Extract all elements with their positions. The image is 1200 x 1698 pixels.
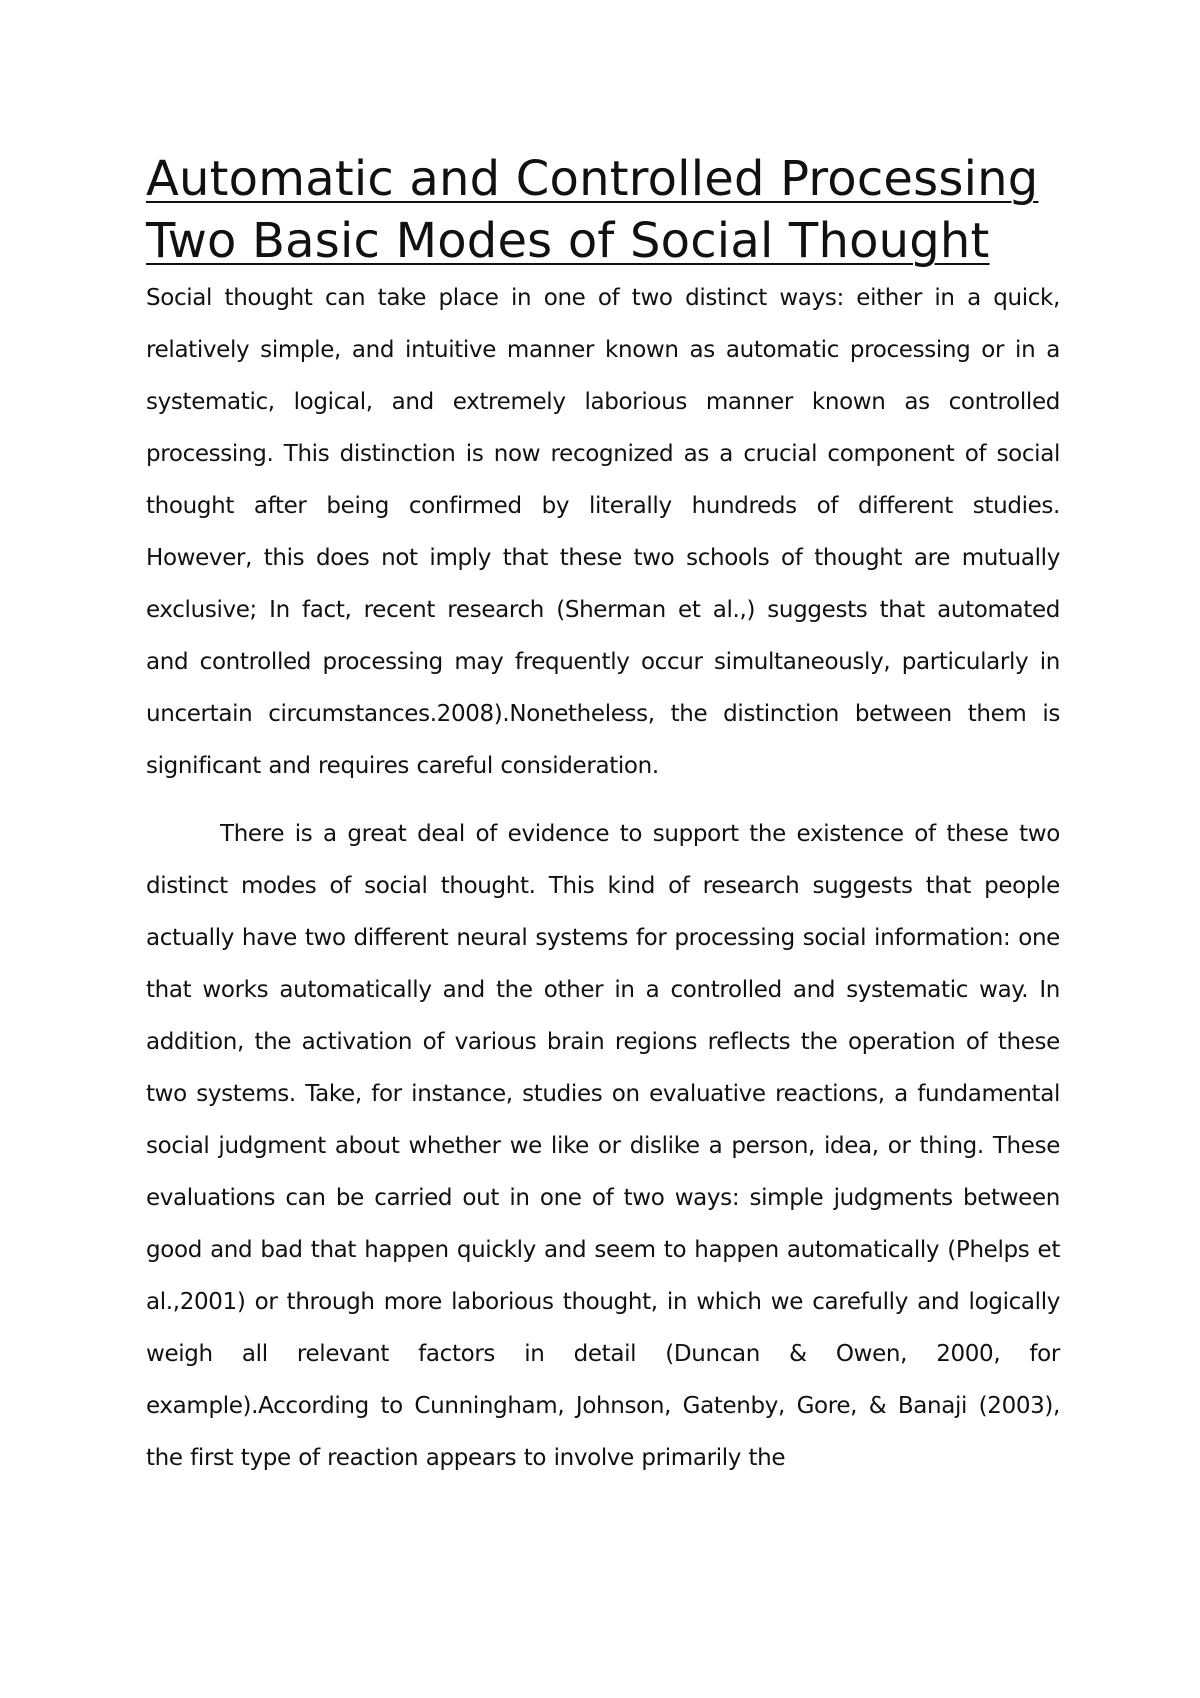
body-paragraph-1: Social thought can take place in one of two distinct ways: either in a quick, relatively simple, and intuitive manner known as automatic processing or in a systematic, logical, and extremely laborious manner known as controlled processing. This distinction is now recognized as a crucial component of social thought after being confirmed by literally hundreds of different studies. However, this does not imply that these two schools of thought are mutually exclusive; In fact, recent research (Sherman et al.,) suggests that automated and controlled processing may frequently occur simultaneously, particularly in uncertain circumstances.2008).Nonetheless, the distinction between them is significant and requires careful consideration. xyxy=(146,285,1060,779)
body-paragraph-2: There is a great deal of evidence to support the existence of these two distinct modes of social thought. This kind of research suggests that people actually have two different neural systems for processing social information: one that works automatically and the other in a controlled and systematic way. In addition, the activation of various brain regions reflects the operation of these two systems. Take, for instance, studies on evaluative reactions, a fundamental social judgment about whether we like or dislike a person, idea, or thing. These evaluations can be carried out in one of two ways: simple judgments between good and bad that happen quickly and seem to happen automatically (Phelps et al.,2001) or through more laborious thought, in which we carefully and logically weigh all relevant factors in detail (Duncan & Owen, 2000, for example).According to Cunningham, Johnson, Gatenby, Gore, & Banaji (2003), the first type of reaction appears to involve primarily the xyxy=(146,821,1060,1471)
document-page xyxy=(146,148,1060,1484)
document-title: Automatic and Controlled Processing Two Basic Modes of Social Thought xyxy=(146,151,1039,269)
